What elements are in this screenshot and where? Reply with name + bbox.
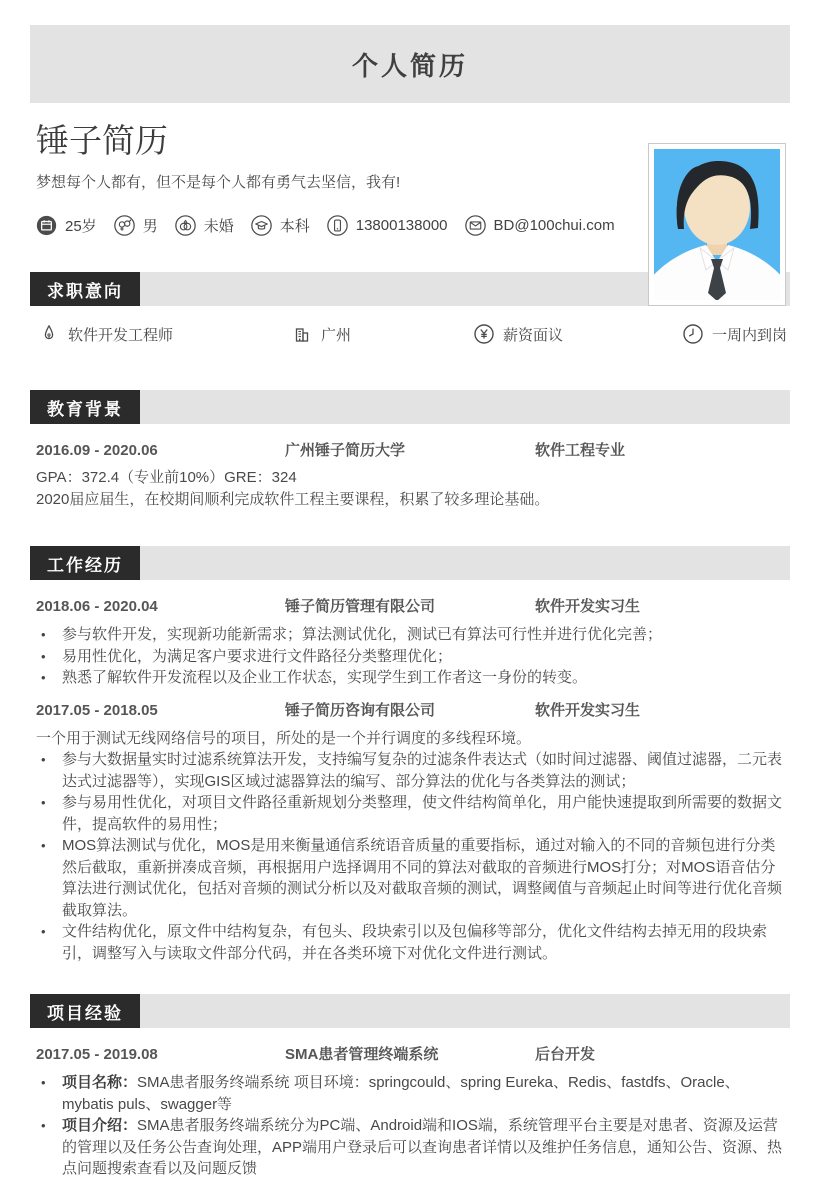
bullet-icon: • (41, 670, 46, 685)
education-score-line: GPA：372.4（专业前10%）GRE：324 (36, 469, 297, 486)
bullet-icon: • (41, 924, 46, 939)
bullet-label: 项目名称： (62, 1074, 138, 1091)
project-period: 2017.05 - 2019.08 (36, 1046, 158, 1063)
calendar-icon (36, 215, 57, 236)
info-age (36, 215, 97, 236)
section-bar-work (30, 546, 790, 580)
intent-city (291, 323, 351, 345)
page-title-band (30, 25, 790, 103)
avatar (649, 144, 785, 305)
page-title: 个人简历 (351, 50, 468, 81)
bullet-text: 参与大数据量实时过滤系统算法开发，支持编写复杂的过滤条件表达式（如时间过滤器、阈值过滤器，二元表达式过滤器等），实现GIS区域过滤器算法的编写、部分算法的优化与各类算法的测试； (62, 751, 783, 790)
info-gender (114, 215, 158, 236)
intent-position (38, 323, 173, 345)
info-marital-label: 未婚 (203, 218, 234, 235)
work-period: 2018.06 - 2020.04 (36, 598, 158, 615)
bullet-icon: • (41, 1118, 46, 1133)
intent-salary (473, 323, 563, 345)
work-role: 软件开发实习生 (535, 701, 641, 719)
pen-icon (38, 323, 60, 345)
intent-position-label: 软件开发工程师 (68, 326, 174, 344)
salary-icon (473, 323, 495, 345)
list-item (36, 624, 790, 646)
education-desc-line: 2020届应届生，在校期间顺利完成软件工程主要课程，积累了较多理论基础。 (36, 490, 550, 508)
bullet-text: 参与软件开发，实现新功能新需求；算法测试优化，测试已有算法可行性并进行优化完善； (62, 626, 663, 643)
info-phone (327, 215, 448, 236)
section-bar-education (30, 390, 790, 424)
work-period: 2017.05 - 2018.05 (36, 701, 158, 719)
bullet-text: 参与易用性优化，对项目文件路径重新规划分类整理，使文件结构简单化，用户能快速提取到所需要的数据文件，提高软件的易用性； (62, 794, 783, 833)
avatar-illustration (654, 149, 780, 300)
bullet-text (62, 1072, 790, 1115)
education-major: 软件工程专业 (535, 442, 626, 459)
gender-icon (114, 215, 135, 236)
section-bar-projects (30, 994, 790, 1028)
list-item (36, 921, 790, 964)
bullet-icon: • (41, 752, 46, 767)
project-bullet-list (30, 1072, 790, 1180)
marriage-icon (175, 215, 196, 236)
list-item (36, 835, 790, 921)
building-icon (291, 323, 313, 345)
project-role: 后台开发 (535, 1046, 596, 1063)
project-entry-header (30, 1044, 790, 1066)
list-item (36, 749, 790, 792)
info-phone-label: 13800138000 (355, 217, 448, 234)
bullet-icon: • (41, 838, 46, 853)
bullet-icon: • (41, 648, 46, 664)
education-school: 广州锤子简历大学 (285, 442, 406, 459)
list-item (36, 1115, 790, 1180)
info-degree-label: 本科 (279, 218, 310, 235)
intent-availability (682, 323, 787, 345)
bullet-icon: • (41, 795, 46, 810)
education-period: 2016.09 - 2020.06 (36, 442, 158, 459)
bullet-icon: • (41, 627, 46, 642)
work-entry-header (30, 596, 790, 618)
section-title-projects: 项目经验 (30, 994, 140, 1028)
bullet-body: SMA患者服务终端系统分为PC端、Android端和IOS端，系统管理平台主要是对患者、资源及运营的管理以及任务公告查询处理，APP端用户登录后可以查询患者详情以及维护任务信息，通知公告、资源、热点问题搜索查看以及问题反馈 (62, 1117, 783, 1177)
bullet-text: 文件结构优化，原文件中结构复杂，有包头、段块索引以及包偏移等部分，优化文件结构去掉无用的段块索引，调整写入与读取文件部分代码，并在各类环境下对优化文件进行测试。 (62, 923, 768, 962)
bullet-body: SMA患者服务终端系统 项目环境：springcould、spring Eureka、Redis、fastdfs、Oracle、mybatis puls、swagger等 (62, 1074, 740, 1113)
phone-icon (327, 215, 348, 236)
work-role: 软件开发实习生 (535, 598, 641, 615)
bullet-icon: • (41, 1075, 46, 1090)
info-email-label: BD@100chui.com (493, 217, 615, 234)
mail-icon (465, 215, 486, 236)
bullet-text: 易用性优化，为满足客户要求进行文件路径分类整理优化； (62, 647, 453, 665)
candidate-name: 锤子简历 (36, 122, 168, 159)
list-item (36, 646, 790, 668)
list-item (36, 667, 790, 689)
work-bullet-list (30, 624, 790, 689)
candidate-tagline: 梦想每个人都有，但不是每个人都有勇气去坚信，我有! (36, 174, 401, 191)
work-company: 锤子简历管理有限公司 (285, 598, 436, 615)
education-entry-header (30, 440, 790, 462)
bullet-label: 项目介绍： (62, 1117, 138, 1134)
bullet-text: 熟悉了解软件开发流程以及企业工作状态，实现学生到工作者这一身份的转变。 (62, 669, 588, 686)
info-email (465, 215, 615, 236)
bullet-text: MOS算法测试与优化，MOS是用来衡量通信系统语音质量的重要指标，通过对输入的不同的音频包进行分类然后截取，重新拼凑成音频，再根据用户选择调用不同的算法对截取的音频进行MOS打分；对MOS语音估分算法进行测试优化，包括对音频的测试分析以及对截取音频的测试，调整阈值与音频起止时间等进行优化音频截取算法。 (62, 837, 783, 919)
work-company: 锤子简历咨询有限公司 (285, 701, 436, 719)
intent-city-label: 广州 (321, 326, 352, 344)
intent-salary-label: 薪资面议 (503, 326, 564, 344)
intent-availability-label: 一周内到岗 (712, 326, 788, 344)
project-name: SMA患者管理终端系统 (285, 1046, 439, 1063)
work-intro-line: 一个用于测试无线网络信号的项目，所处的是一个并行调度的多线程环境。 (36, 729, 532, 747)
section-title-job-intent: 求职意向 (30, 272, 140, 306)
degree-icon (251, 215, 272, 236)
education-details (30, 467, 790, 510)
list-item (36, 792, 790, 835)
bullet-text (62, 1115, 790, 1180)
info-age-label: 25岁 (65, 218, 97, 235)
list-item (36, 1072, 790, 1115)
work-bullet-list (30, 749, 790, 964)
job-intent-row (30, 323, 790, 347)
section-title-work: 工作经历 (30, 546, 140, 580)
info-marital (175, 215, 234, 236)
info-degree (251, 215, 310, 236)
work-entry-header (30, 700, 790, 722)
section-title-education: 教育背景 (30, 390, 140, 424)
info-gender-label: 男 (142, 218, 158, 235)
clock-icon (682, 323, 704, 345)
